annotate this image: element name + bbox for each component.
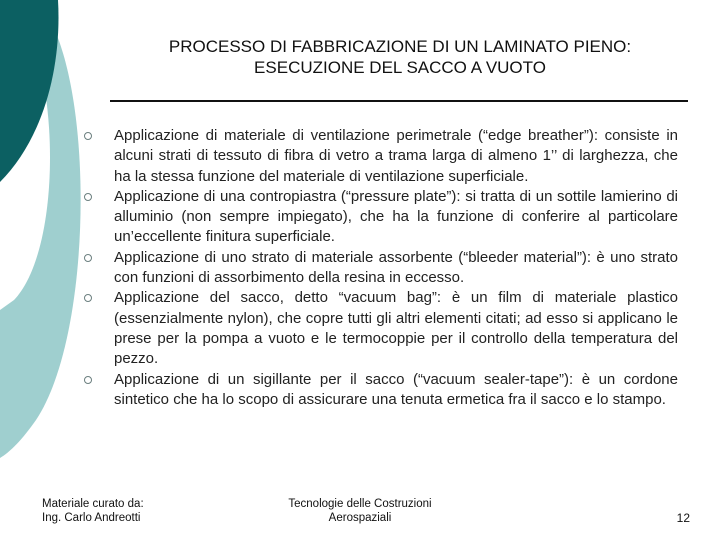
bullet-ring-icon	[84, 376, 92, 384]
footer-author-line-2: Ing. Carlo Andreotti	[42, 512, 141, 524]
bullet-text: Applicazione del sacco, detto “vacuum bag”: è un film di materiale plastico (essenzialmente nylon), che copre tutti gli altri elementi citati; ad esso si applicano le prese per la pompa a vuoto e le termocoppie per il controllo della temperatura del pezzo.	[114, 289, 678, 368]
bullet-item	[82, 288, 678, 369]
footer-author-line-1: Materiale curato da:	[42, 498, 144, 510]
footer-course	[240, 497, 480, 525]
bullet-ring-icon	[84, 193, 92, 201]
bullet-text: Applicazione di un sigillante per il sacco (“vacuum sealer-tape”): è un cordone sintetico che ha lo scopo di assicurare una tenuta ermetica fra il sacco e lo stampo.	[114, 370, 678, 408]
bullet-item	[82, 187, 678, 248]
bullet-list	[82, 126, 678, 410]
bullet-ring-icon	[84, 132, 92, 140]
footer-course-line-1: Tecnologie delle Costruzioni	[288, 498, 432, 510]
bullet-text: Applicazione di materiale di ventilazione perimetrale (“edge breather”): consiste in alcuni strati di tessuto di fibra di vetro a trama larga di almeno 1’’ di larghezza, che ha la stessa funzione del materiale di ventilazione superficiale.	[114, 127, 678, 185]
bullet-ring-icon	[84, 254, 92, 262]
page-title	[100, 36, 700, 78]
bullet-text: Applicazione di una contropiastra (“pressure plate”): si tratta di un sottile lamierino di alluminio (non sempre impiegato), che ha la funzione di conferire al particolare un’eccellente finitura superficiale.	[114, 187, 678, 246]
title-line-1: PROCESSO DI FABBRICAZIONE DI UN LAMINATO PIENO:	[168, 37, 632, 56]
bullet-text: Applicazione di uno strato di materiale assorbente (“bleeder material”): è uno strato con funzioni di assorbimento della resina in eccesso.	[114, 248, 678, 287]
title-divider	[110, 100, 688, 102]
footer-course-line-2: Aerospaziali	[328, 512, 392, 524]
bullet-ring-icon	[84, 294, 92, 302]
footer-author	[42, 497, 144, 525]
bullet-item	[82, 126, 678, 187]
bullet-item	[82, 370, 678, 411]
title-line-2: ESECUZIONE DEL SACCO A VUOTO	[254, 58, 546, 77]
page-number: 12	[676, 511, 690, 525]
bullet-item	[82, 248, 678, 289]
